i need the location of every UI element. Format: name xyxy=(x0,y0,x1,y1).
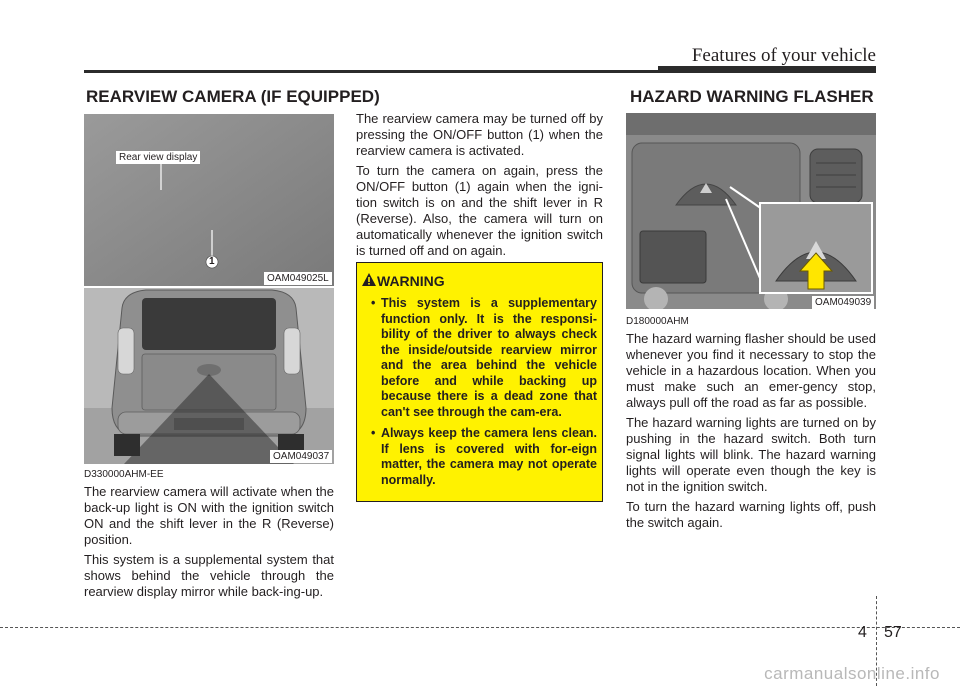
page-number: 57 xyxy=(884,624,902,641)
footer-dashed-rule xyxy=(0,627,960,628)
hazard-body-text xyxy=(626,331,876,535)
rearview-continued-text xyxy=(356,111,603,263)
rearview-body-text xyxy=(84,484,334,604)
paragraph: The rearview camera may be turned off by pressing the ON/OFF button (1) when the rearview camera is activated. xyxy=(356,111,603,158)
section-title-hazard-flasher: HAZARD WARNING FLASHER xyxy=(630,87,874,106)
ref-code-hazard: D180000AHM xyxy=(626,316,689,327)
paragraph: The rearview camera will activate when the back-up light is ON with the ignition switch ON and the shift lever in the R (Reverse) position. xyxy=(84,484,334,547)
figure-label-rear-view-display: Rear view display xyxy=(116,151,200,164)
warning-list xyxy=(371,296,597,494)
figure-hazard-switch xyxy=(626,113,876,309)
ref-code-rearview: D330000AHM-EE xyxy=(84,469,164,480)
paragraph: This system is a supplemental system that shows behind the vehicle through the rearview display mirror while back-ing-up. xyxy=(84,552,334,599)
paragraph: The hazard warning lights are turned on by pushing in the hazard switch. Both turn signal lights will blink. The hazard warning lights will operate even though the key is not in the ignition switch. xyxy=(626,415,876,494)
warning-item: • Always keep the camera lens clean. If lens is covered with for-eign matter, the camera may not operate normally. xyxy=(371,426,597,488)
warning-box xyxy=(356,262,603,502)
warning-item: • This system is a supplementary function only. It is the responsi-bility of the driver to always check the inside/outside rearview mirror and the area behind the vehicle before and while backing up because there is a dead zone that can't see through the cam-era. xyxy=(371,296,597,420)
watermark: carmanualsonline.info xyxy=(764,664,940,683)
figure-code-3: OAM049039 xyxy=(812,296,874,309)
warning-title: WARNING xyxy=(377,273,445,289)
warning-triangle-icon xyxy=(361,272,377,287)
figure-code-2: OAM049037 xyxy=(270,450,332,463)
header-rule-accent xyxy=(658,66,876,72)
paragraph: The hazard warning flasher should be used whenever you find it necessary to stop the vehicle in a hazardous location. When you must make such an emer-gency stop, always pull off the road as far as possible. xyxy=(626,331,876,410)
dashboard-hazard-illustration xyxy=(626,113,876,309)
paragraph: To turn the hazard warning lights off, push the switch again. xyxy=(626,499,876,530)
vehicle-rear-illustration xyxy=(84,288,334,464)
figure-rear-camera-vehicle xyxy=(84,288,334,464)
paragraph: To turn the camera on again, press the ON/OFF button (1) again when the igni-tion switch is on and the shift lever in R (Reverse). Also, the camera will turn on automatically whenever the ignition switch is turned off and on again. xyxy=(356,163,603,258)
callout-number-1: 1 xyxy=(209,256,215,267)
chapter-number: 4 xyxy=(858,624,867,641)
section-title-rearview-camera: REARVIEW CAMERA (IF EQUIPPED) xyxy=(86,87,380,106)
figure-rear-view-display xyxy=(84,114,334,286)
page-header-title: Features of your vehicle xyxy=(691,45,876,66)
figure-code-1: OAM049025L xyxy=(264,272,332,285)
